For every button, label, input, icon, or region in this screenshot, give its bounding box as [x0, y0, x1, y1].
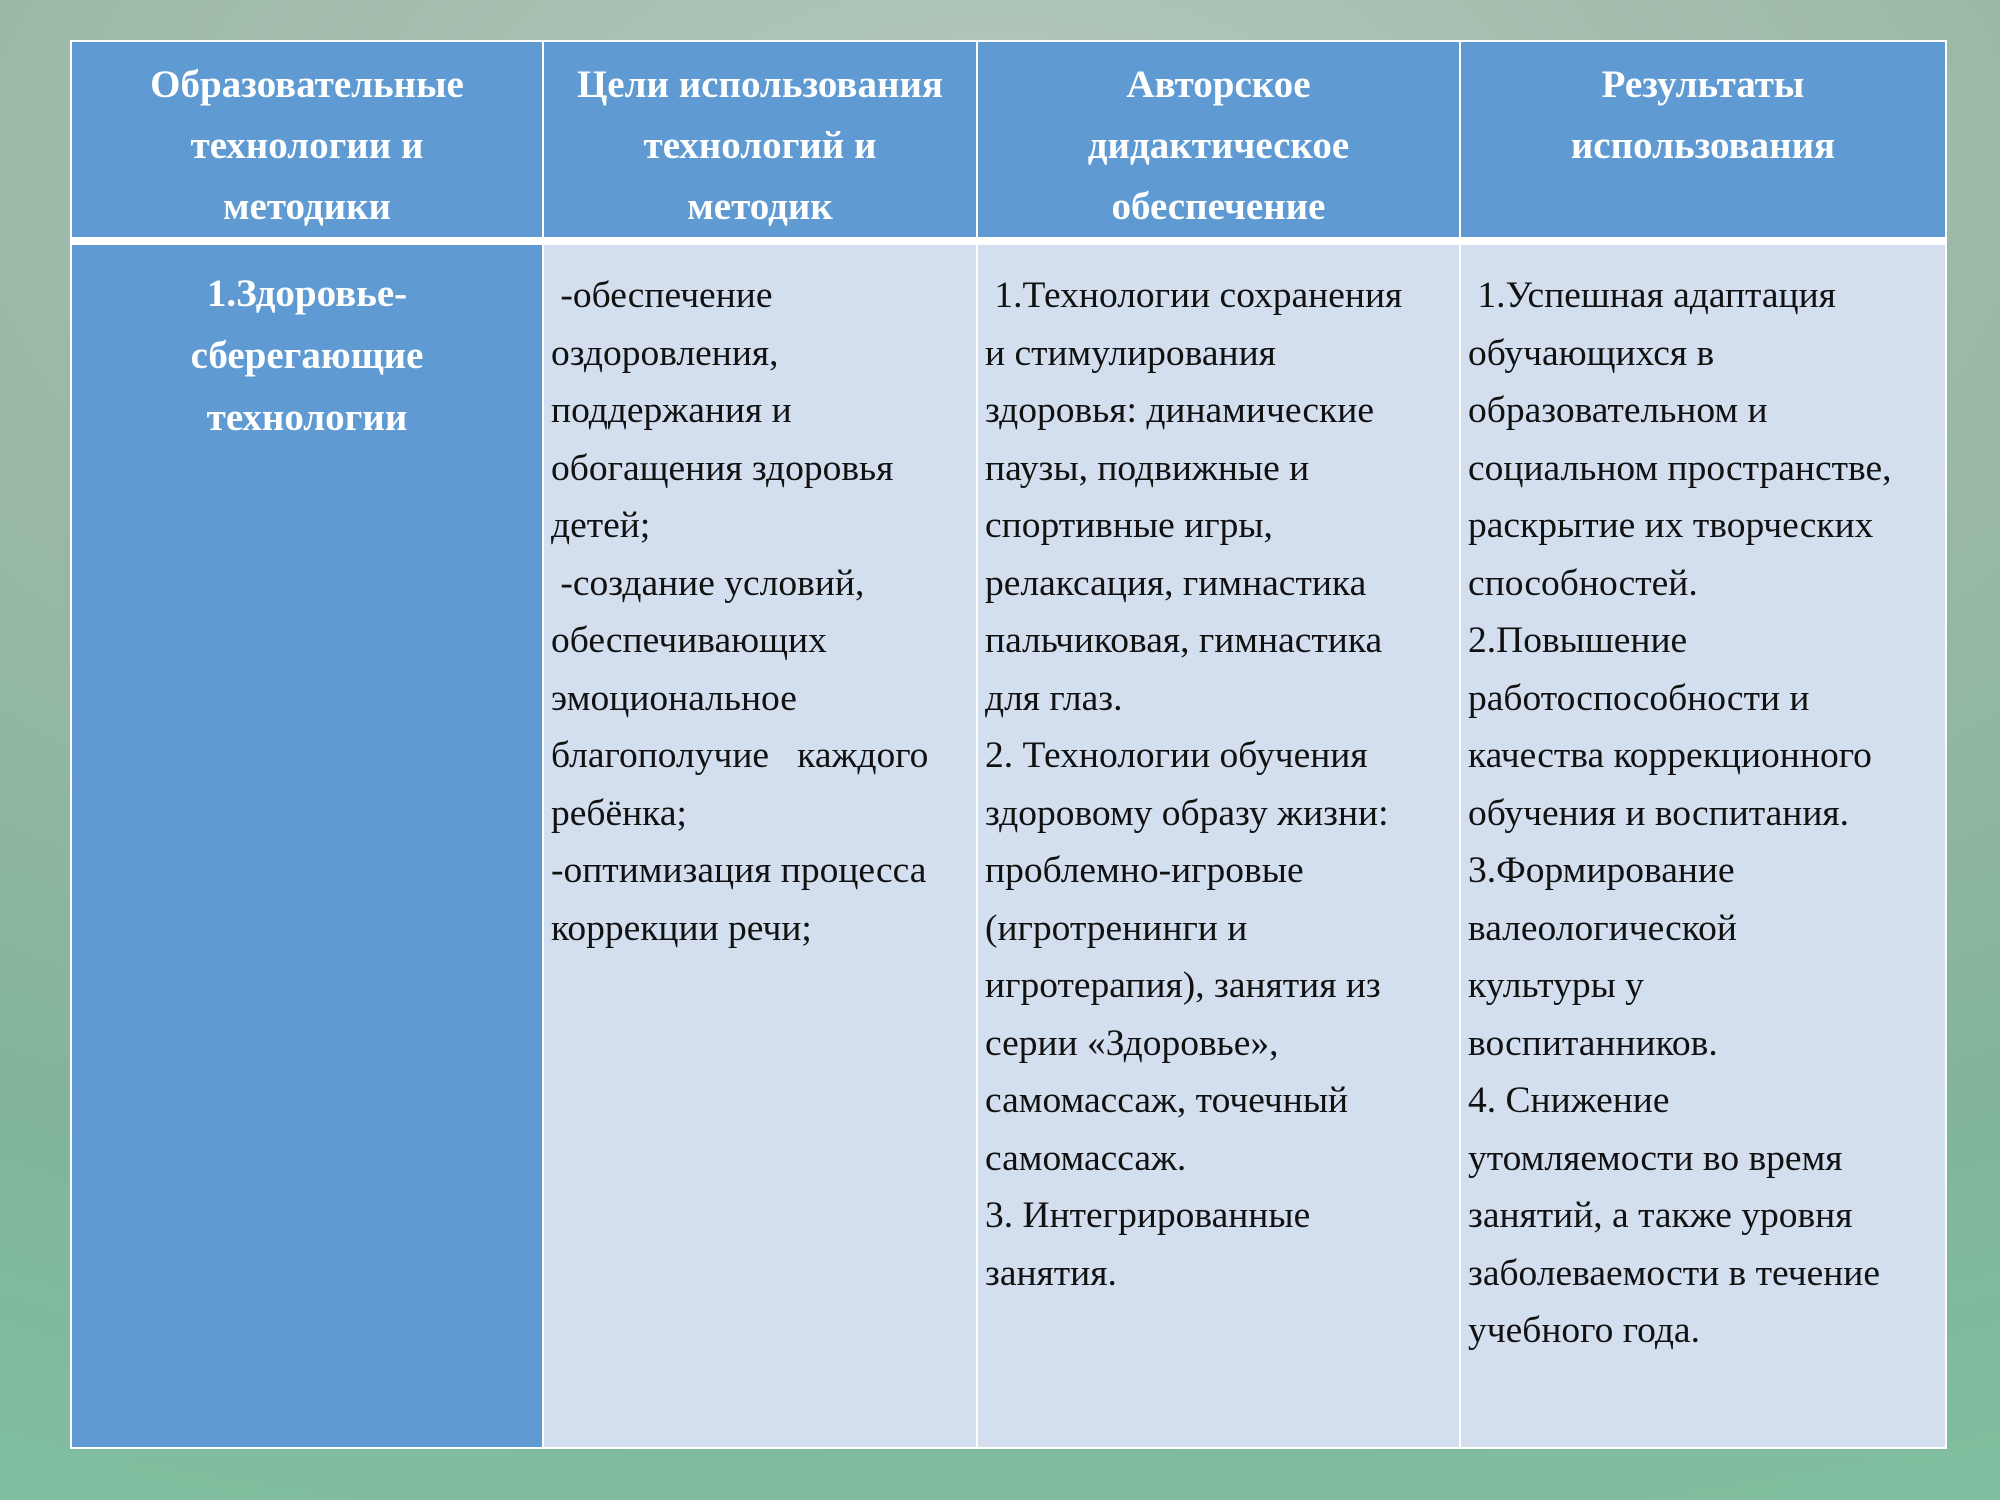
header-technologies-line: Образовательные: [150, 63, 464, 106]
results-line: раскрытие их творческих: [1468, 505, 1874, 546]
results-line: обучающихся в: [1468, 332, 1715, 374]
goals-line: ребёнка;: [551, 792, 687, 834]
header-goals-line: методик: [687, 185, 833, 228]
results-line: 1.Успешная адаптация: [1468, 275, 1836, 316]
materials-line: самомассаж.: [985, 1137, 1187, 1179]
results-line: утомляемости во время: [1468, 1137, 1843, 1179]
materials-line: серии «Здоровье»,: [985, 1022, 1279, 1064]
header-goals-line: Цели использования: [576, 63, 944, 106]
header-materials-line: Авторское: [1126, 63, 1311, 106]
header-goals-line: технологий и: [643, 124, 877, 167]
materials-line: занятия.: [985, 1252, 1117, 1294]
materials-line: здоровья: динамические: [985, 390, 1374, 431]
materials-line: игротерапия), занятия из: [985, 965, 1381, 1006]
results-line: культуры у: [1468, 965, 1644, 1006]
goals-line: оздоровления,: [551, 332, 779, 374]
goals-line: поддержания и: [551, 390, 792, 431]
goals-line: эмоциональное: [551, 677, 797, 719]
header-results-line: Результаты: [1601, 63, 1805, 106]
technology-name-line: 1.Здоровье-: [206, 272, 408, 315]
results-line: социальном пространстве,: [1468, 447, 1892, 489]
materials-line: проблемно-игровые: [985, 850, 1304, 891]
goals-line: -создание условий,: [551, 562, 865, 604]
header-materials: [977, 41, 1460, 241]
results-line: образовательном и: [1468, 390, 1768, 431]
header-row: [71, 41, 1946, 241]
results-line: занятий, а также уровня: [1468, 1195, 1853, 1236]
results-line: 4. Снижение: [1468, 1080, 1670, 1121]
materials-line: релаксация, гимнастика: [985, 562, 1367, 604]
goals-line: -оптимизация процесса: [551, 850, 927, 891]
results-line: обучения и воспитания.: [1468, 792, 1850, 834]
goals-line: обеспечивающих: [551, 620, 827, 661]
results-line: работоспособности и: [1468, 677, 1810, 719]
header-technologies-line: методики: [222, 185, 392, 228]
materials-line: и стимулирования: [985, 332, 1276, 374]
results-line: 3.Формирование: [1468, 850, 1735, 891]
results-line: валеологической: [1468, 907, 1737, 949]
materials-line: 1.Технологии сохранения: [985, 275, 1403, 316]
results-line: способностей.: [1468, 562, 1698, 604]
materials-line: (игротренинги и: [985, 907, 1248, 949]
header-results-line: использования: [1570, 124, 1836, 167]
materials-cell: [977, 241, 1460, 1448]
results-line: заболеваемости в течение: [1468, 1252, 1881, 1294]
goals-line: -обеспечение: [551, 275, 773, 316]
goals-line: детей;: [551, 505, 651, 546]
goals-line: коррекции речи;: [551, 907, 812, 949]
goals-line: обогащения здоровья: [551, 447, 894, 489]
header-materials-line: дидактическое: [1087, 124, 1350, 167]
results-cell: [1460, 241, 1946, 1448]
materials-line: для глаз.: [985, 677, 1123, 719]
technology-name-cell: [71, 241, 543, 1448]
header-materials-line: обеспечение: [1111, 185, 1326, 228]
results-line: учебного года.: [1468, 1310, 1700, 1351]
header-technologies: [71, 41, 543, 241]
technology-name-line: сберегающие: [190, 334, 424, 377]
materials-line: здоровому образу жизни:: [985, 792, 1389, 834]
header-goals: [543, 41, 977, 241]
results-line: 2.Повышение: [1468, 620, 1688, 661]
technology-name-line: технологии: [206, 396, 408, 439]
materials-line: самомассаж, точечный: [985, 1080, 1349, 1121]
materials-line: спортивные игры,: [985, 505, 1273, 546]
goals-line: благополучие каждого: [551, 735, 929, 776]
materials-line: паузы, подвижные и: [985, 447, 1310, 489]
technology-table: [70, 40, 1947, 1449]
header-results: [1460, 41, 1946, 241]
results-line: воспитанников.: [1468, 1022, 1718, 1064]
header-technologies-line: технологии и: [190, 124, 424, 167]
goals-cell: [543, 241, 977, 1448]
materials-line: 3. Интегрированные: [985, 1195, 1311, 1236]
materials-line: 2. Технологии обучения: [985, 735, 1368, 776]
table-row: [71, 241, 1946, 1448]
results-line: качества коррекционного: [1468, 735, 1872, 776]
materials-line: пальчиковая, гимнастика: [985, 620, 1383, 661]
